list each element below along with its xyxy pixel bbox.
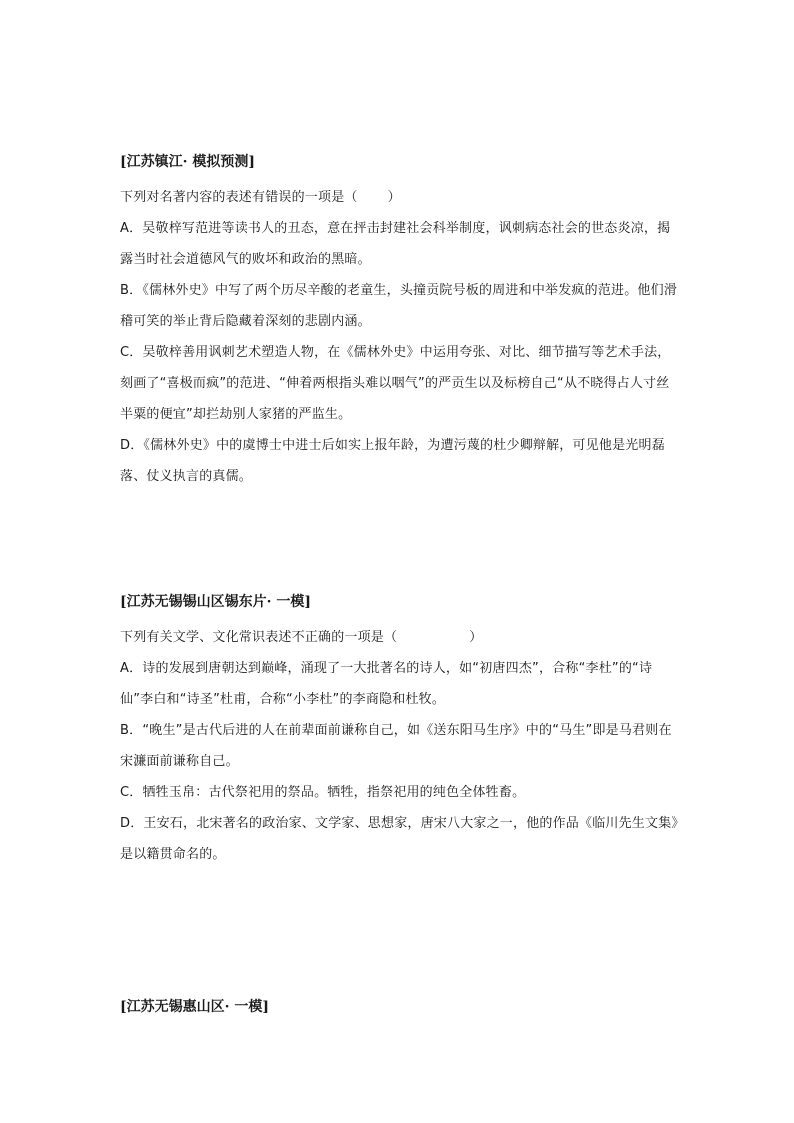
option-d: D．《儒林外史》中的虞博士中进士后如实上报年龄，为遭污蔑的杜少卿辩解，可见他是光明磊落、仗义执言的真儒。 [120, 438, 665, 484]
question-block-2 [120, 592, 680, 870]
question-source-label: [江苏镇江· 模拟预测] [120, 154, 255, 170]
option-a: A．吴敬梓写范进等读书人的丑态，意在抨击封建社会科举制度，讽刺病态社会的世态炎凉，揭露当时社会道德风气的败坏和政治的黑暗。 [120, 221, 671, 267]
option-b: B．“晚生”是古代后进的人在前辈面前谦称自己，如《送东阳马生序》中的“马生”即是马君则在宋濂面前谦称自己。 [120, 723, 672, 769]
option-a: A．诗的发展到唐朝达到巅峰，涌现了一大批著名的诗人，如“初唐四杰”，合称“李杜”的“诗仙”李白和“诗圣”杜甫，合称“小李杜”的李商隐和杜牧。 [120, 661, 653, 707]
question-stem-text: 下列有关文学、文化常识表述不正确的一项是（ [120, 630, 398, 645]
option-list [120, 653, 680, 870]
option-d: D．王安石，北宋著名的政治家、文学家、思想家，唐宋八大家之一，他的作品《临川先生文集》是以籍贯命名的。 [120, 816, 679, 862]
question-stem [120, 622, 680, 653]
question-stem-text: 下列对名著内容的表述有错误的一项是（ [120, 190, 358, 205]
question-source-label: [江苏无锡锡山区锡东片· 一模] [120, 594, 311, 610]
option-b: B．《儒林外史》中写了两个历尽辛酸的老童生，头撞贡院号板的周进和中举发疯的范进。他们滑稽可笑的举止背后隐藏着深刻的悲剧内涵。 [120, 283, 678, 329]
question-source-label: [江苏无锡惠山区· 一模] [120, 999, 269, 1015]
question-stem-close: ） [469, 630, 483, 645]
question-block-1 [120, 152, 680, 492]
question-stem-close: ） [387, 190, 401, 205]
question-block-3 [120, 997, 680, 1027]
option-list [120, 213, 680, 492]
option-c: C．吴敬梓善用讽刺艺术塑造人物，在《儒林外史》中运用夸张、对比、细节描写等艺术手法，刻画了“喜极而疯”的范进、“伸着两根指头难以咽气”的严贡生以及标榜自己“从不晓得占人寸丝半粟的便宜”却拦劫别人家猪的严监生。 [120, 345, 671, 422]
question-stem [120, 182, 680, 213]
option-c: C．牺牲玉帛：古代祭祀用的祭品。牺牲，指祭祀用的纯色全体牲畜。 [120, 785, 526, 800]
